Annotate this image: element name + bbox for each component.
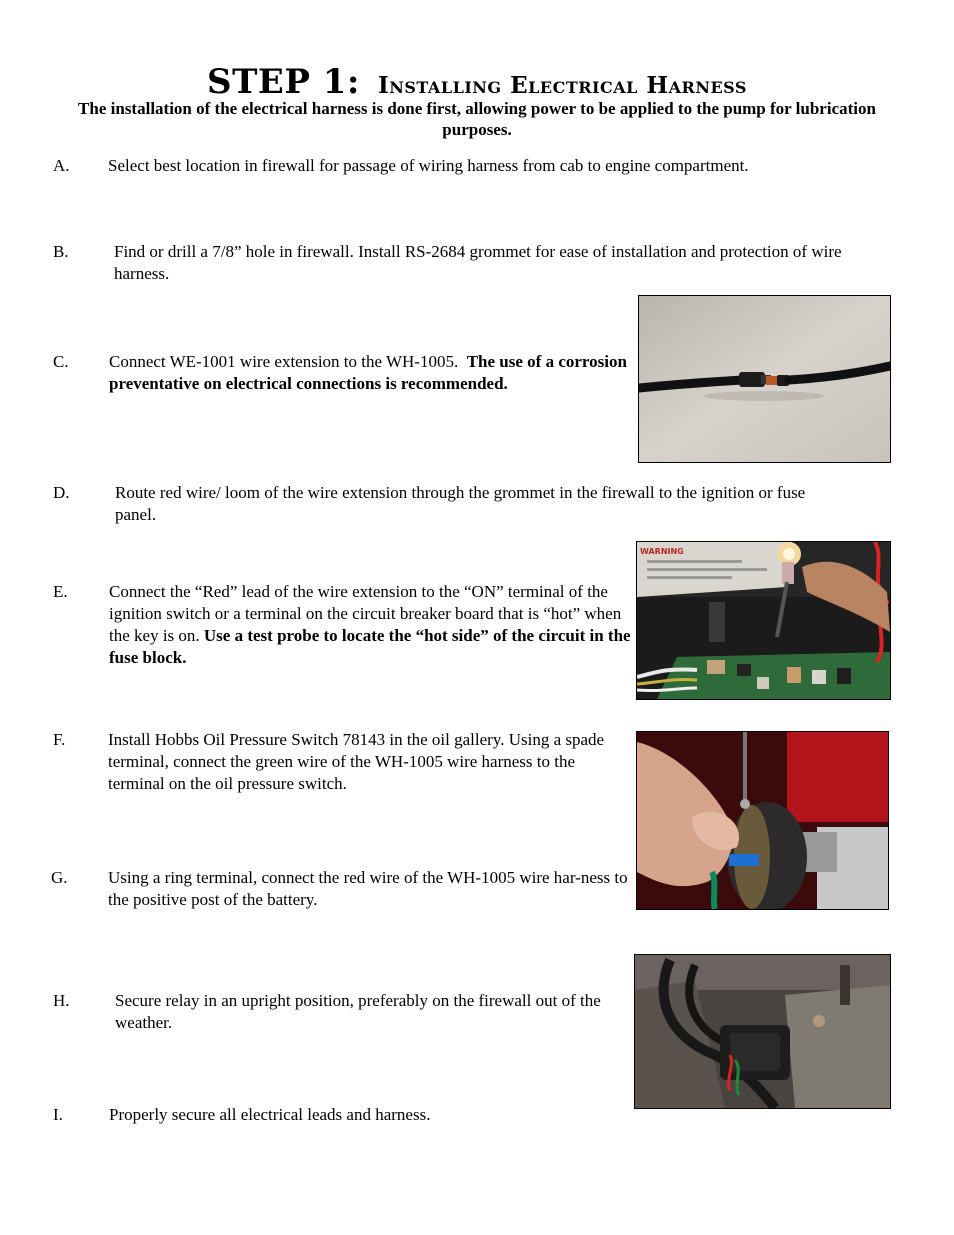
step-letter: A. (53, 156, 70, 175)
title-step: STEP 1: (207, 62, 360, 102)
oil-pressure-switch-photo (636, 731, 889, 910)
step-text: Connect WE-1001 wire extension to the WH-1005. (109, 352, 459, 371)
step-bold-text: Use a test probe to locate the “hot side” of the circuit in the fuse block. (109, 626, 631, 667)
step-text: Using a ring terminal, connect the red wire of the WH-1005 wire har-ness to the positive post of the battery. (108, 868, 628, 909)
step-text: Secure relay in an upright position, preferably on the firewall out of the weather. (115, 991, 601, 1032)
step-letter: B. (53, 242, 69, 261)
step-letter: I. (53, 1105, 63, 1124)
step-letter: D. (53, 483, 70, 502)
step-text-block (109, 581, 634, 669)
page-title (0, 62, 954, 102)
step-text: Properly secure all electrical leads and harness. (109, 1105, 431, 1124)
step-text: Install Hobbs Oil Pressure Switch 78143 in the oil gallery. Using a spade terminal, connect the green wire of the WH-1005 wire harness to the terminal on the oil pressure switch. (108, 730, 605, 793)
step-text: Route red wire/ loom of the wire extension through the grommet in the firewall to the ignition or fuse panel. (115, 483, 806, 524)
step-text: Find or drill a 7/8” hole in firewall. Install RS-2684 grommet for ease of installation and protection of wire harness. (114, 242, 842, 283)
step-text-block (109, 351, 639, 395)
step-bold-text: The use of a corrosion preventative on electrical connections is recommended. (109, 352, 627, 393)
warning-label: WARNING (640, 547, 684, 556)
title-heading: Installing Electrical Harness (377, 72, 747, 99)
intro-text: The installation of the electrical harness is done first, allowing power to be applied to the pump for lubrication purposes. (78, 99, 876, 139)
step-letter: G. (51, 868, 68, 887)
step-text: Connect the “Red” lead of the wire extension to the “ON” terminal of the ignition switch or a terminal on the circuit breaker board that is “hot” when the key is on. (109, 582, 622, 645)
step-letter: H. (53, 991, 70, 1010)
step-letter: F. (53, 730, 66, 749)
step-letter: E. (53, 582, 68, 601)
relay-photo (634, 954, 891, 1109)
step-text: Select best location in firewall for passage of wiring harness from cab to engine compartment. (108, 156, 749, 175)
step-letter: C. (53, 352, 69, 371)
connector-photo (638, 295, 891, 463)
fuse-panel-photo (636, 541, 891, 700)
